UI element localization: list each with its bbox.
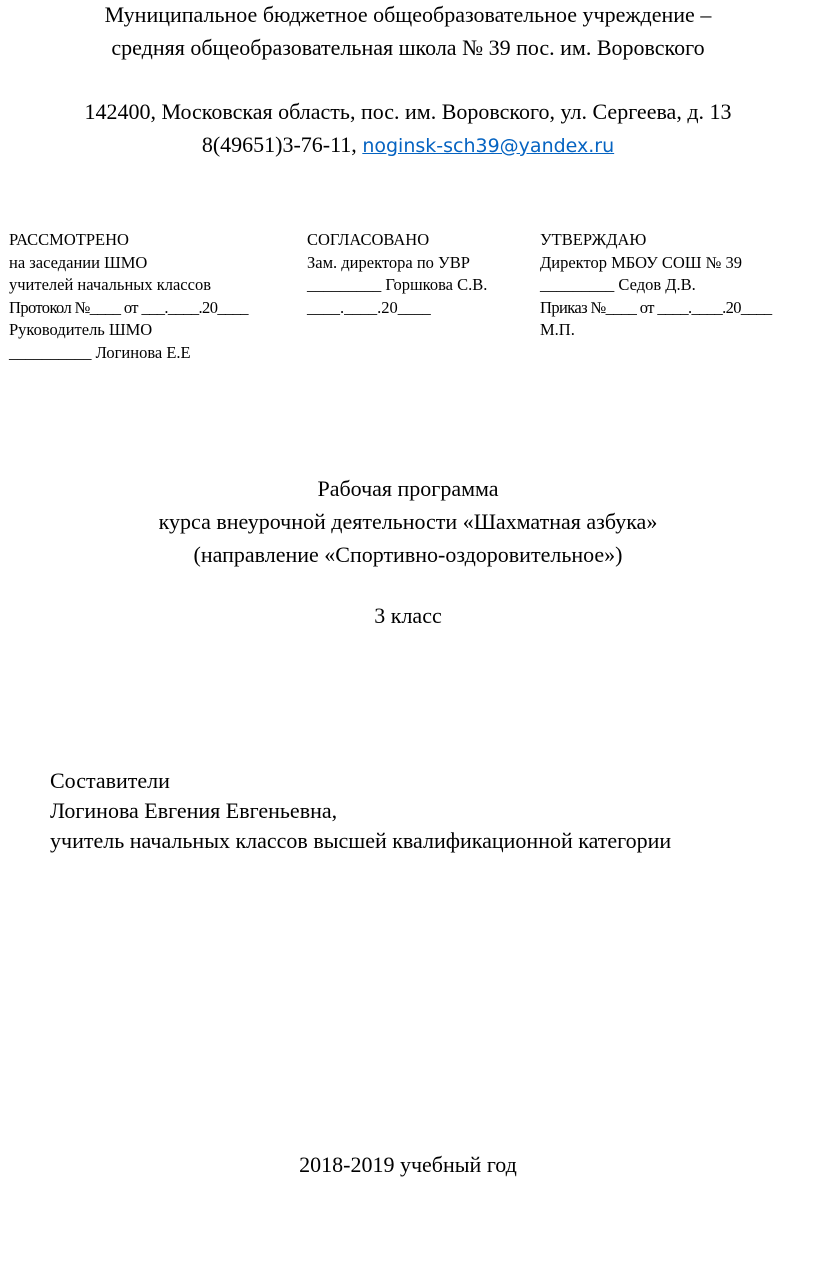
reviewed-block xyxy=(9,229,248,364)
institution-name-line-2: средняя общеобразовательная школа № 39 пос. им. Воровского xyxy=(111,35,705,60)
reviewed-line: учителей начальных классов xyxy=(9,275,211,294)
agreed-signature: _________ Горшкова С.В. xyxy=(307,275,488,294)
academic-year: 2018-2019 учебный год xyxy=(299,1152,517,1177)
school-email-link[interactable]: noginsk-sch39@yandex.ru xyxy=(362,135,615,157)
approved-block xyxy=(540,229,772,342)
approved-stamp: М.П. xyxy=(540,320,575,339)
authors-label: Составители xyxy=(50,768,170,793)
reviewed-title: РАССМОТРЕНО xyxy=(9,230,129,249)
program-direction: (направление «Спортивно-оздоровительное») xyxy=(193,542,623,567)
author-name: Логинова Евгения Евгеньевна, xyxy=(50,798,338,823)
reviewed-protocol: Протокол №____ от ___.____.20____ xyxy=(9,297,248,317)
school-address: 142400, Московская область, пос. им. Воровского, ул. Сергеева, д. 13 xyxy=(84,99,732,124)
authors-block xyxy=(50,766,671,856)
agreed-title: СОГЛАСОВАНО xyxy=(307,230,430,249)
agreed-line: Зам. директора по УВР xyxy=(307,252,470,272)
approved-line: Директор МБОУ СОШ № 39 xyxy=(540,252,742,272)
approved-signature: _________ Седов Д.В. xyxy=(540,275,696,294)
program-grade: 3 класс xyxy=(374,603,442,628)
agreed-date: ____.____.20____ xyxy=(307,297,431,317)
approved-order: Приказ №____ от ____.____.20____ xyxy=(540,297,772,317)
contact-line xyxy=(0,132,816,159)
approved-title: УТВЕРЖДАЮ xyxy=(540,230,647,249)
reviewed-line: на заседании ШМО xyxy=(9,252,148,272)
institution-name-line-1: Муниципальное бюджетное общеобразовательное учреждение – xyxy=(104,2,712,27)
author-position: учитель начальных классов высшей квалификационной категории xyxy=(50,828,672,853)
reviewed-line: Руководитель ШМО xyxy=(9,320,153,339)
program-course: курса внеурочной деятельности «Шахматная азбука» xyxy=(158,509,658,534)
program-title: Рабочая программа xyxy=(317,476,499,501)
reviewed-signature: __________ Логинова Е.Е xyxy=(9,342,191,362)
agreed-block xyxy=(307,229,487,319)
school-phone: 8(49651)3-76-11, xyxy=(201,132,363,157)
